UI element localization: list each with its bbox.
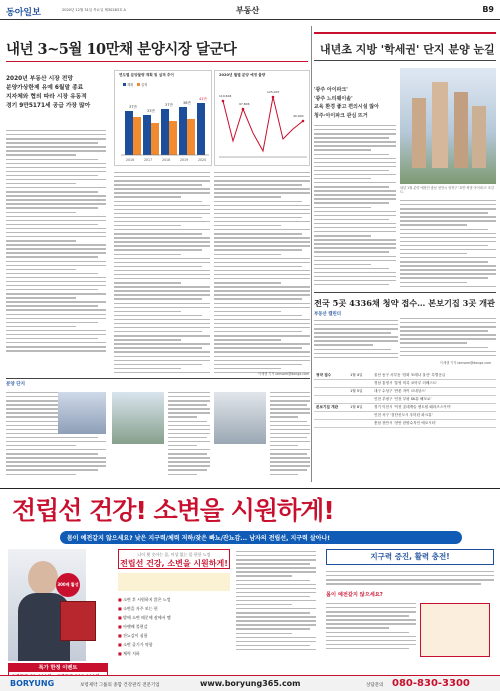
face-shape bbox=[28, 561, 58, 595]
table-row: 본보기집 개관 1월 8일 경기 이천시 '이천 롯데캐슬 센트럴 페라즈스카이' bbox=[314, 404, 496, 412]
lead-line: 지자체와 협의 따라 시장 유동적 bbox=[6, 94, 87, 100]
annual-supply-chart bbox=[114, 70, 212, 166]
article-text-col3 bbox=[214, 172, 310, 376]
page-header bbox=[0, 0, 500, 20]
listing-photo bbox=[112, 392, 164, 444]
right-text-col1 bbox=[314, 125, 396, 288]
chart-title: 연도별 분양물량 계획 및 실적 추이 bbox=[119, 73, 174, 77]
point bbox=[302, 120, 305, 123]
lead-line: 2020년 부동산 시장 전망 bbox=[6, 76, 73, 82]
mid-text-col1 bbox=[314, 320, 398, 358]
lead-line: 경기 9만5171세 공급 가장 많아 bbox=[6, 103, 91, 109]
check-icon: ■ bbox=[118, 615, 124, 620]
bar-2020-plan bbox=[197, 103, 205, 155]
annual-supply-bars bbox=[115, 71, 213, 167]
brand-logo: BORYUNG bbox=[10, 679, 55, 688]
promo-title: 특가 한정 이벤트 bbox=[9, 664, 107, 672]
check-icon: ■ bbox=[118, 597, 124, 602]
table-row: 인천 부평구 '인천 부평 SK뷰 해모로' bbox=[314, 396, 496, 404]
phone-label: 상담문의 bbox=[366, 683, 384, 688]
legend-label: 계획 bbox=[127, 83, 134, 87]
x-tick: 2020 bbox=[198, 158, 207, 162]
bar-label: 37만 bbox=[129, 105, 137, 109]
table-row: 충남 천안시 '천안 한양수자인 에코시티' bbox=[314, 420, 496, 428]
ad-title-text: 전립선 건강! 소변을 시원하게! bbox=[12, 496, 334, 525]
advertisement bbox=[0, 488, 500, 691]
data-label: 40,000 bbox=[293, 114, 304, 118]
lead-line: 분양가상한제 유예 6월말 종료 bbox=[6, 85, 84, 91]
main-headline: 내년 3~5월 10만채 분양시장 달군다 bbox=[6, 41, 237, 58]
product-box bbox=[60, 601, 96, 641]
monthly-supply-chart bbox=[214, 70, 310, 166]
check-item: ■ 밤에 소변 때문에 잠에서 깸 bbox=[118, 615, 171, 620]
calendar-table bbox=[314, 372, 496, 428]
ad-banner: 몸이 예전같지 않으세요? 낮은 지구력/체력 저하/잦은 빠뇨/잔뇨감... 남자의 전립선, 지구력 살아나! bbox=[60, 531, 462, 544]
check-icon: ■ bbox=[118, 642, 124, 647]
newspaper-logo: 동아일보 bbox=[6, 8, 41, 18]
bar-label: 37만 bbox=[165, 103, 173, 107]
data-label: 97,806 bbox=[239, 102, 250, 106]
issue-info: 2020년 12월 31일 목요일 제30283호 A bbox=[62, 8, 126, 12]
subsection-title: 분양 단지 bbox=[6, 382, 25, 387]
legend-swatch bbox=[123, 83, 126, 86]
page-number: B9 bbox=[482, 5, 494, 14]
building-shape bbox=[432, 82, 448, 168]
check-icon: ■ bbox=[118, 633, 124, 638]
data-label: 125,007 bbox=[267, 90, 280, 94]
table-row: 인천 서구 '검단신도시 우미린 파크뷰' bbox=[314, 412, 496, 420]
bar-2016-actual bbox=[133, 117, 141, 155]
check-icon: ■ bbox=[118, 606, 124, 611]
weekly-title: 부동산 캘린더 bbox=[314, 312, 341, 317]
right-text-col2 bbox=[400, 200, 496, 290]
ad-col3-list bbox=[326, 603, 416, 652]
quote-line: '광주 느티웨이솔' bbox=[314, 95, 353, 102]
bar-2018-actual bbox=[169, 121, 177, 155]
bar-label: 38만 bbox=[183, 101, 191, 105]
section-divider bbox=[6, 378, 310, 379]
right-top-rule bbox=[314, 32, 496, 34]
quote-line: '광주 아이파크' bbox=[314, 87, 348, 93]
building-shape bbox=[412, 98, 426, 168]
website-link[interactable]: www.boryung365.com bbox=[200, 679, 301, 688]
line-series bbox=[223, 97, 303, 151]
ad-col3-title: 지구력 증진, 활력 충전! bbox=[326, 549, 494, 565]
phone-number[interactable]: 080-830-3300 bbox=[392, 678, 470, 689]
bar-2017-plan bbox=[143, 115, 151, 155]
building-shape bbox=[472, 106, 486, 168]
listing-photo bbox=[214, 392, 266, 444]
chart-title: 2020년 월별 분양 예정 물량 bbox=[219, 73, 266, 77]
table-row: 1월 5일 대구 수성구 '만촌 자이 르네상스' bbox=[314, 388, 496, 396]
right-quote bbox=[314, 86, 396, 120]
bar-2017-actual bbox=[151, 123, 159, 155]
ad-col1-sub: 나이 뭣 솟아는 몸, 이상 없는 몸 편한 느낌 bbox=[137, 552, 211, 557]
x-tick: 2019 bbox=[180, 158, 189, 162]
ad-col1-header bbox=[118, 549, 230, 569]
ad-col1-title: 전립선 건강, 소변을 시원하게! bbox=[120, 559, 228, 568]
listing-text bbox=[270, 392, 310, 478]
listing-text bbox=[168, 392, 210, 478]
table-row: 경남 통영시 '통영 미륵 코아루 더베스트' bbox=[314, 380, 496, 388]
ad-col3-text bbox=[326, 571, 494, 587]
check-item: ■ 소변 후 시원하지 않은 느낌 bbox=[118, 597, 171, 602]
ad-col3-box bbox=[420, 603, 490, 657]
bar-2019-actual bbox=[187, 119, 195, 155]
bar-2019-plan bbox=[179, 107, 187, 155]
article-text-col2 bbox=[114, 172, 210, 376]
check-item: ■ 잔뇨감이 심함 bbox=[118, 633, 148, 638]
legend-swatch bbox=[137, 83, 140, 86]
quote-line: 청주·아이파크 관심 뜨거 bbox=[314, 112, 368, 119]
building-shape bbox=[454, 92, 468, 168]
bar-2016-plan bbox=[125, 111, 133, 155]
right-photo bbox=[400, 68, 496, 184]
check-item: ■ 소변을 자주 보는 편 bbox=[118, 606, 158, 611]
right-headline-rule bbox=[314, 60, 496, 61]
table-row: 청약 접수 1월 4일 울산 동구 서부동 '한화 포레나 울산' 특별공급 bbox=[314, 372, 496, 380]
legend-label: 실적 bbox=[141, 83, 148, 87]
column-divider bbox=[311, 26, 312, 482]
data-label: 119,604 bbox=[219, 94, 232, 98]
point bbox=[272, 96, 275, 99]
monthly-supply-line bbox=[215, 71, 311, 167]
photo-caption: 내년 1월 분양 예정인 충남 천안시 성북구 '호반 써밋 아이파크' 조감도. bbox=[400, 186, 494, 195]
ad-title bbox=[12, 491, 334, 527]
check-item: ■ 아랫배 불편감 bbox=[118, 624, 148, 629]
mid-text-col2 bbox=[400, 318, 496, 359]
check-icon: ■ bbox=[118, 624, 124, 629]
check-item: ■ 소변 줄기가 약함 bbox=[118, 642, 153, 647]
bar-label: 33만 bbox=[147, 109, 155, 113]
x-tick: 2018 bbox=[162, 158, 171, 162]
x-tick: 2016 bbox=[126, 158, 135, 162]
ad-col1-note bbox=[118, 573, 230, 591]
right-headline: 내년초 지방 '학세권' 단지 분양 눈길 bbox=[320, 43, 495, 56]
bar-2018-plan bbox=[161, 109, 169, 155]
check-icon: ■ bbox=[118, 651, 124, 656]
ad-footer bbox=[0, 675, 500, 691]
ad-col2-text bbox=[236, 551, 316, 653]
check-list bbox=[118, 597, 230, 657]
bar-label: 41만 bbox=[199, 97, 207, 101]
byline: 이새샘 기자 iamsam@donga.com bbox=[440, 361, 492, 365]
quote-line: 교육 환경 좋고 편의시설 많아 bbox=[314, 104, 379, 110]
byline: 이새샘 기자 iamsam@donga.com bbox=[258, 372, 310, 376]
article-text-col1 bbox=[6, 130, 106, 354]
mid-rule bbox=[314, 292, 496, 293]
weekly-box bbox=[314, 311, 398, 361]
section-title: 부동산 bbox=[236, 6, 260, 15]
ad-col3-sub: 몸이 예전같지 않으세요? bbox=[326, 592, 383, 598]
company-tagline: 보령제약 그룹의 종합 건강관리 전문기업 bbox=[80, 683, 160, 688]
mid-headline: 전국 5곳 4336채 청약 접수… 본보기집 3곳 개관 bbox=[314, 298, 495, 308]
lead-summary bbox=[6, 75, 106, 111]
point bbox=[242, 108, 245, 111]
headline-rule bbox=[6, 61, 308, 62]
check-item: ■ 체력 저하 bbox=[118, 651, 140, 656]
product-badge: 300배 활성 bbox=[56, 573, 80, 597]
point bbox=[222, 100, 225, 103]
listing-photo bbox=[58, 392, 106, 434]
x-tick: 2017 bbox=[144, 158, 153, 162]
